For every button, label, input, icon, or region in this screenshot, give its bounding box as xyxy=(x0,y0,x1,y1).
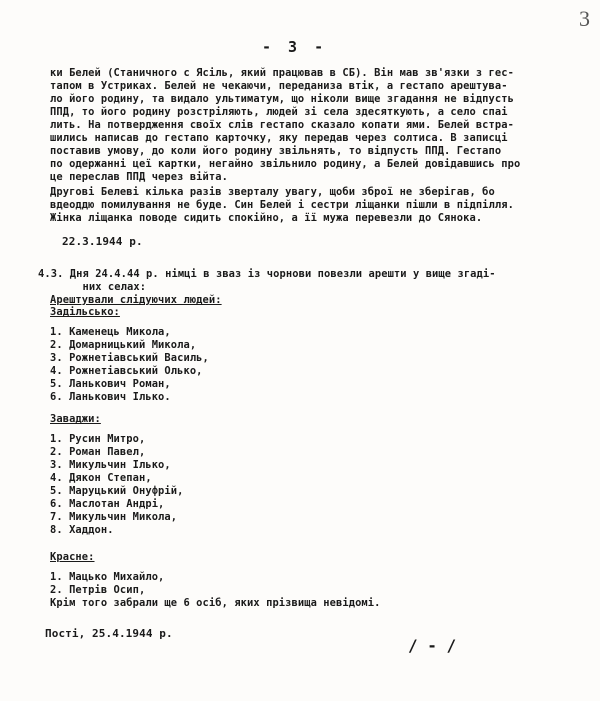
person-entry: 1. Мацько Михайло, xyxy=(50,571,165,583)
person-entry: 6. Маслотан Андрі, xyxy=(50,498,165,510)
paragraph-line: Жінка ліщанка поводе сидить спокійно, а її мужа перевезли до Сянока. xyxy=(50,212,483,224)
section-line: 4.3. Дня 24.4.44 р. німці в зваз із чорнови повезли арешти у вище згаді- xyxy=(38,268,496,280)
footer-mark: / - / xyxy=(408,636,457,655)
section-line: них селах: xyxy=(38,281,147,293)
paragraph-line: ки Белей (Станичного с Ясіль, який працював в СБ). Він мав зв'язки з гес- xyxy=(50,67,514,79)
paragraph-line: це переслав ППД через війта. xyxy=(50,171,228,183)
person-entry: 5. Ланькович Роман, xyxy=(50,378,171,390)
paragraph-line: по одержанні цеї картки, негайно звільнило родину, а Белей довідавшись про xyxy=(50,158,521,170)
person-entry: 6. Ланькович Ілько. xyxy=(50,391,171,403)
signature-date: Пості, 25.4.1944 р. xyxy=(45,627,173,640)
person-entry: 4. Дякон Степан, xyxy=(50,472,152,484)
paragraph-line: Другові Белеві кілька разів зверталу увагу, щоби зброї не зберігав, бо xyxy=(50,186,495,198)
person-entry: 4. Рожнетіавський Олько, xyxy=(50,365,203,377)
closing-line: Крім того забрали ще 6 осіб, яких прізвища невідомі. xyxy=(50,597,381,609)
person-entry: 2. Роман Павел, xyxy=(50,446,146,458)
paragraph-line: тапом в Устриках. Белей не чекаючи, переданиза втік, а гестапо арештува- xyxy=(50,80,508,92)
handwritten-page-number: 3 xyxy=(579,6,590,31)
person-entry: 1. Каменець Микола, xyxy=(50,326,171,338)
person-entry: 3. Рожнетіавський Василь, xyxy=(50,352,209,364)
paragraph-line: ло його родину, та видало ультиматум, що ніколи вище згадання не відпусть xyxy=(50,93,514,105)
paragraph-line: шились написав до гестапо карточку, яку передав через солтиса. В записці xyxy=(50,132,508,144)
arrested-heading: Арештували слідуючих людей: xyxy=(50,294,222,306)
person-entry: 8. Хаддон. xyxy=(50,524,114,536)
paragraph-line: вдеоддю помилування не буде. Син Белей і сестри ліщанки пішли в підпілля. xyxy=(50,199,514,211)
village-heading: Заваджи: xyxy=(50,413,101,425)
paragraph-line: лить. На потвердження своїх слів гестапо сказало копати ями. Белей встра- xyxy=(50,119,514,131)
village-heading: Красне: xyxy=(50,551,95,563)
page-number: - 3 - xyxy=(262,38,328,56)
paragraph-line: поставив умову, до коли його родину звільнять, то відпусть ППД. Гестапо xyxy=(50,145,502,157)
paragraph-line: ППД, то його родину розстріляють, людей зі села здесяткують, а село спаі xyxy=(50,106,508,118)
person-entry: 7. Микульчин Микола, xyxy=(50,511,178,523)
person-entry: 1. Русин Митро, xyxy=(50,433,146,445)
person-entry: 3. Микульчин Ілько, xyxy=(50,459,171,471)
person-entry: 5. Маруцький Онуфрій, xyxy=(50,485,184,497)
person-entry: 2. Домарницький Микола, xyxy=(50,339,197,351)
village-heading: Задільсько: xyxy=(50,306,120,318)
person-entry: 2. Петрів Осип, xyxy=(50,584,146,596)
report-date: 22.3.1944 р. xyxy=(62,235,143,248)
